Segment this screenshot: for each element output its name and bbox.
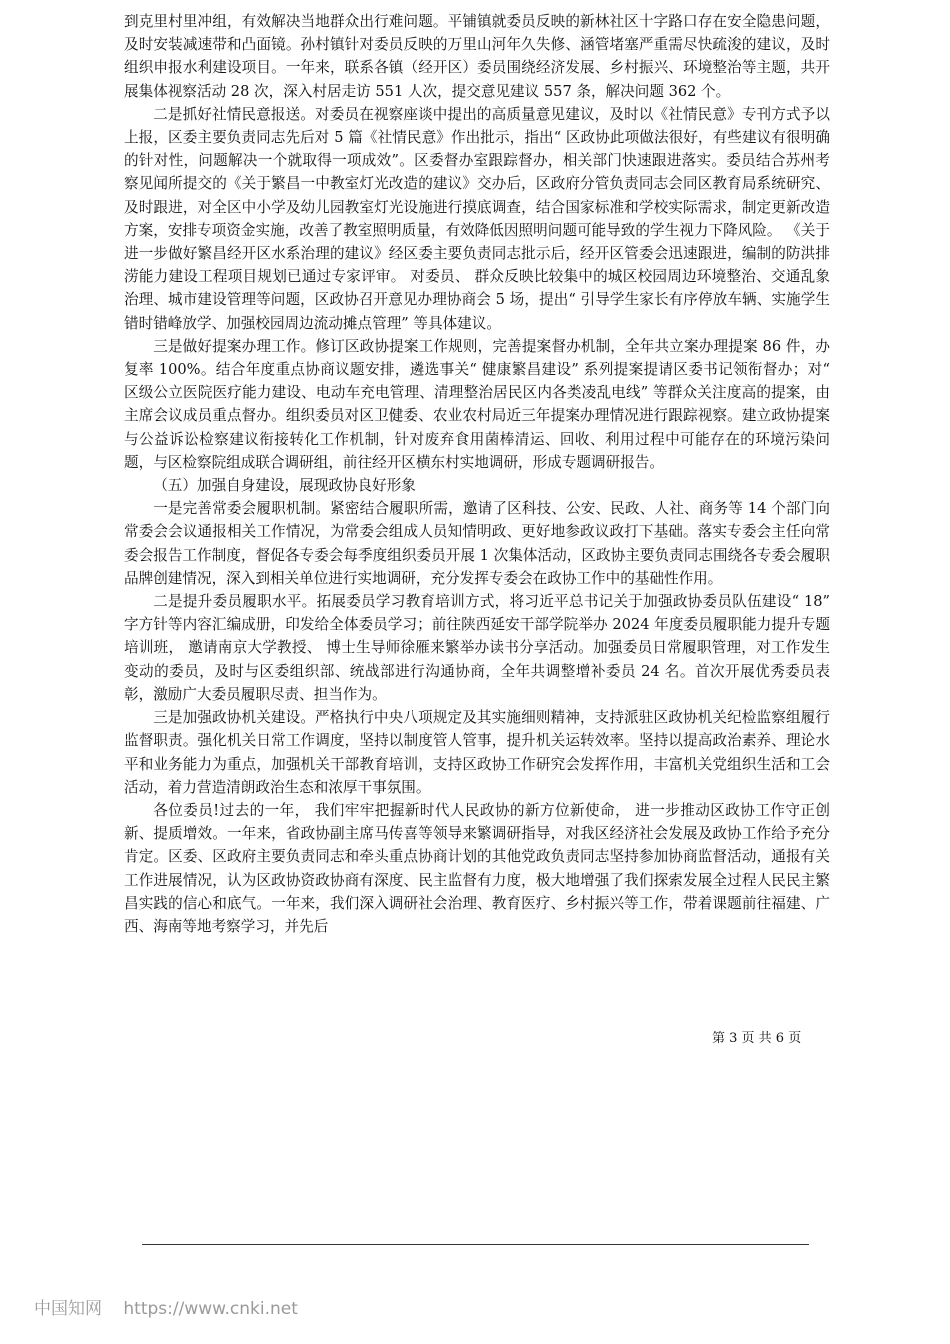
- paragraph-proposal-handling: 三是做好提案办理工作。修订区政协提案工作规则，完善提案督办机制，全年共立案办理提案 86 件，办复率 100%。结合年度重点协商议题安排，遴选事关“ 健康繁昌建设” 系列提案提请区委书记领衔督办；对“ 区级公立医院医疗能力建设、电动车充电管理、清理整治居民区内各类凌乱电线” 等群众关注度高的提案，由主席会议成员重点督办。组织委员对区卫健委、农业农村局近三年提案办理情况进行跟踪视察。建立政协提案与公益诉讼检察建议衔接转化工作机制，针对废弃食用菌棒清运、回收、利用过程中可能存在的环境污染问题，与区检察院组成联合调研组，前往经开区横东村实地调研，形成专题调研报告。: [124, 337, 830, 471]
- section-heading: （五）加强自身建设，展现政协良好形象: [153, 477, 416, 495]
- cnki-watermark: [34, 1294, 298, 1319]
- footer-divider: [142, 1244, 809, 1245]
- paragraph-member-capability: 二是提升委员履职水平。拓展委员学习教育培训方式，将习近平总书记关于加强政协委员队伍建设“ 18” 字方针等内容汇编成册，印发给全体委员学习；前往陕西延安干部学院举办 2024 年度委员履职能力提升专题培训班， 邀请南京大学教授、 博士生导师徐雁来繁举办读书分享活动。加强委员日常履职管理，对工作发生变动的委员，及时与区委组织部、统战部进行沟通协商，全年共调整增补委员 24 名。首次开展优秀委员表彰，激励广大委员履职尽责、担当作为。: [124, 593, 830, 703]
- document-body: [124, 10, 830, 938]
- paragraph-agency-building: 三是加强政协机关建设。严格执行中央八项规定及其实施细则精神，支持派驻区政协机关纪检监察组履行监督职责。强化机关日常工作调度，坚持以制度管人管事，提升机关运转效率。坚持以提高政治素养、理论水平和业务能力为重点，加强机关干部教育培训，支持区政协工作研究会发挥作用，丰富机关党组织生活和工会活动，着力营造清朗政治生态和浓厚干事氛围。: [124, 709, 830, 796]
- paragraph-continued: 到克里村里冲组，有效解决当地群众出行难问题。平铺镇就委员反映的新林社区十字路口存在安全隐患问题，及时安装减速带和凸面镜。孙村镇针对委员反映的万里山河年久失修、涵管堵塞严重需尽快疏浚的建议，及时组织申报水利建设项目。一年来，联系各镇（经开区）委员围绕经济发展、乡村振兴、环境整治等主题，共开展集体视察活动 28 次，深入村居走访 551 人次，提交意见建议 557 条，解决问题 362 个。: [124, 13, 830, 100]
- watermark-brand: 中国知网: [34, 1299, 102, 1319]
- paragraph-address-members: 各位委员!过去的一年， 我们牢牢把握新时代人民政协的新方位新使命， 进一步推动区政协工作守正创新、提质增效。一年来，省政协副主席马传喜等领导来繁调研指导，对我区经济社会发展及政协工作给予充分肯定。区委、区政府主要负责同志和牵头重点协商计划的其他党政负责同志坚持参加协商监督活动，通报有关工作进展情况，认为区政协资政协商有深度、民主监督有力度，极大地增强了我们探索发展全过程人民民主繁昌实践的信心和底气。一年来，我们深入调研社会治理、教育医疗、乡村振兴等工作，带着课题前往福建、广西、海南等地考察学习，并先后: [124, 801, 830, 935]
- paragraph-standing-committee: 一是完善常委会履职机制。紧密结合履职所需，邀请了区科技、公安、民政、人社、商务等 14 个部门向常委会会议通报相关工作情况，为常委会组成人员知情明政、更好地参政议政打下基础。落实专委会主任向常委会报告工作制度，督促各专委会每季度组织委员开展 1 次集体活动，区政协主要负责同志围绕各专委会履职品牌创建情况，深入到相关单位进行实地调研，充分发挥专委会在政协工作中的基础性作用。: [124, 500, 830, 587]
- paragraph-social-opinion: 二是抓好社情民意报送。对委员在视察座谈中提出的高质量意见建议，及时以《社情民意》专刊方式予以上报，区委主要负责同志先后对 5 篇《社情民意》作出批示，指出“ 区政协此项做法很好，有些建议有很明确的针对性，问题解决一个就取得一项成效”。区委督办室跟踪督办，相关部门快速跟进落实。委员结合苏州考察见闻所提交的《关于繁昌一中教室灯光改造的建议》交办后，区政府分管负责同志会同区教育局系统研究、及时跟进，对全区中小学及幼儿园教室灯光设施进行摸底调查，结合国家标准和学校实际需求，制定更新改造方案，安排专项资金实施，改善了教室照明质量，有效降低因照明问题可能导致的学生视力下降风险。 《关于进一步做好繁昌经开区水系治理的建议》经区委主要负责同志批示后，经开区管委会迅速跟进，编制的防洪排涝能力建设工程项目规划已通过专家评审。 对委员、 群众反映比较集中的城区校园周边环境整治、交通乱象治理、城市建设管理等问题，区政协召开意见办理协商会 5 场，提出“ 引导学生家长有序停放车辆、实施学生错时错峰放学、加强校园周边流动摊点管理” 等具体建议。: [124, 105, 830, 332]
- watermark-url: https://www.cnki.net: [123, 1299, 298, 1319]
- page-number: 第 3 页 共 6 页: [712, 1031, 802, 1046]
